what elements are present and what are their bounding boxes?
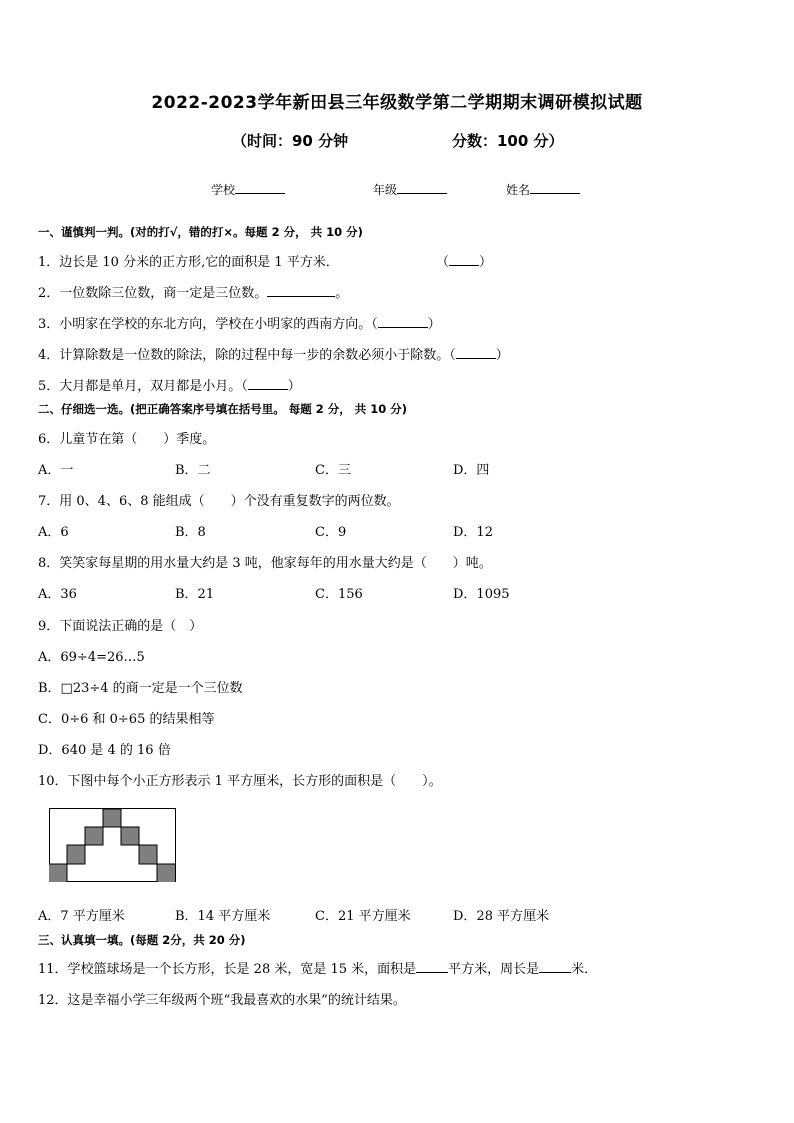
question-3-end: ） xyxy=(427,317,441,332)
question-5-text: 5．大月都是单月，双月都是小月。（ xyxy=(38,379,248,394)
question-1-answer[interactable] xyxy=(436,251,492,270)
paren-right: ） xyxy=(479,255,493,270)
q10-option-d[interactable]: D．28 平方厘米 xyxy=(453,909,550,924)
q8-option-c[interactable]: C．156 xyxy=(315,587,363,602)
section-3-heading: 三、认真填一填。(每题 2分，共 20 分) xyxy=(38,933,246,947)
name-blank[interactable] xyxy=(530,180,580,194)
question-4-blank[interactable] xyxy=(456,345,496,359)
q10-option-c[interactable]: C．21 平方厘米 xyxy=(315,909,411,924)
grade-blank[interactable] xyxy=(397,180,447,194)
question-10: 10．下图中每个小正方形表示 1 平方厘米，长方形的面积是（ ）。 xyxy=(38,774,442,789)
question-2-blank[interactable] xyxy=(267,283,335,297)
area-blank[interactable] xyxy=(416,959,448,973)
grid-square xyxy=(157,864,175,882)
exam-time: （时间：90 分钟 xyxy=(232,132,349,150)
q7-option-c[interactable]: C．9 xyxy=(315,525,347,540)
grid-square xyxy=(85,827,103,845)
q9-option-b[interactable]: B．□23÷4 的商一定是一个三位数 xyxy=(38,681,243,696)
question-2 xyxy=(38,282,348,301)
q8-option-a[interactable]: A．36 xyxy=(38,587,77,602)
q8-option-d[interactable]: D．1095 xyxy=(453,587,510,602)
q7-option-d[interactable]: D．12 xyxy=(453,525,493,540)
question-12: 12．这是幸福小学三年级两个班“我最喜欢的水果”的统计结果。 xyxy=(38,993,406,1008)
paren-left: （ xyxy=(436,255,450,270)
perimeter-blank[interactable] xyxy=(539,959,571,973)
question-11-text-c: 米． xyxy=(571,962,598,977)
question-11 xyxy=(38,958,597,977)
question-1: 1．边长是 10 分米的正方形,它的面积是 1 平方米． xyxy=(38,255,339,270)
question-3-blank[interactable] xyxy=(378,314,428,328)
question-11-text-a: 11．学校篮球场是一个长方形，长是 28 米，宽是 15 米，面积是 xyxy=(38,962,417,977)
q9-option-c[interactable]: C．0÷6 和 0÷65 的结果相等 xyxy=(38,712,215,727)
q10-option-a[interactable]: A．7 平方厘米 xyxy=(38,909,125,924)
q8-option-b[interactable]: B．21 xyxy=(175,587,215,602)
name-label: 姓名 xyxy=(506,183,531,197)
question-5-blank[interactable] xyxy=(248,376,288,390)
name-field[interactable] xyxy=(506,180,580,198)
question-11-text-b: 平方米，周长是 xyxy=(448,962,540,977)
rectangle-grid-figure xyxy=(49,808,177,884)
section-1-heading: 一、谨慎判一判。(对的打√，错的打×。每题 2 分， 共 10 分) xyxy=(38,225,363,239)
q6-option-c[interactable]: C．三 xyxy=(315,463,351,478)
grade-field[interactable] xyxy=(373,180,447,198)
question-5-end: ） xyxy=(287,379,301,394)
q7-option-b[interactable]: B．8 xyxy=(175,525,206,540)
question-4-end: ） xyxy=(495,348,509,363)
q7-option-a[interactable]: A．6 xyxy=(38,525,69,540)
question-7: 7．用 0、4、6、8 能组成（ ）个没有重复数字的两位数。 xyxy=(38,494,400,509)
question-6: 6．儿童节在第（ ）季度。 xyxy=(38,432,216,447)
answer-blank[interactable] xyxy=(449,252,479,266)
q6-option-a[interactable]: A．一 xyxy=(38,463,74,478)
q9-option-d[interactable]: D．640 是 4 的 16 倍 xyxy=(38,743,171,758)
page-title: 2022-2023学年新田县三年级数学第二学期期末调研模拟试题 xyxy=(151,93,643,113)
q6-option-b[interactable]: B．二 xyxy=(175,463,211,478)
question-5 xyxy=(38,375,301,394)
grid-square xyxy=(49,864,67,882)
section-2-heading: 二、仔细选一选。(把正确答案序号填在括号里。 每题 2 分， 共 10 分) xyxy=(38,402,408,416)
q9-option-a[interactable]: A．69÷4=26…5 xyxy=(38,650,145,665)
grid-square xyxy=(103,809,121,827)
grade-label: 年级 xyxy=(373,183,398,197)
grid-square xyxy=(67,845,85,864)
question-2-text: 2．一位数除三位数，商一定是三位数。 xyxy=(38,286,268,301)
school-field[interactable] xyxy=(211,180,285,198)
school-label: 学校 xyxy=(211,183,236,197)
question-2-end: 。 xyxy=(335,286,349,301)
school-blank[interactable] xyxy=(235,180,285,194)
exam-score: 分数：100 分） xyxy=(452,132,564,150)
q6-option-d[interactable]: D．四 xyxy=(453,463,490,478)
question-9: 9．下面说法正确的是（ ） xyxy=(38,619,203,634)
question-4-text: 4．计算除数是一位数的除法，除的过程中每一步的余数必须小于除数。（ xyxy=(38,348,456,363)
question-4 xyxy=(38,344,509,363)
question-8: 8．笑笑家每星期的用水量大约是 3 吨，他家每年的用水量大约是（ ）吨。 xyxy=(38,556,492,571)
question-3-text: 3．小明家在学校的东北方向，学校在小明家的西南方向。（ xyxy=(38,317,378,332)
grid-square xyxy=(139,845,157,864)
question-3 xyxy=(38,313,441,332)
grid-square xyxy=(121,827,139,845)
q10-option-b[interactable]: B．14 平方厘米 xyxy=(175,909,271,924)
